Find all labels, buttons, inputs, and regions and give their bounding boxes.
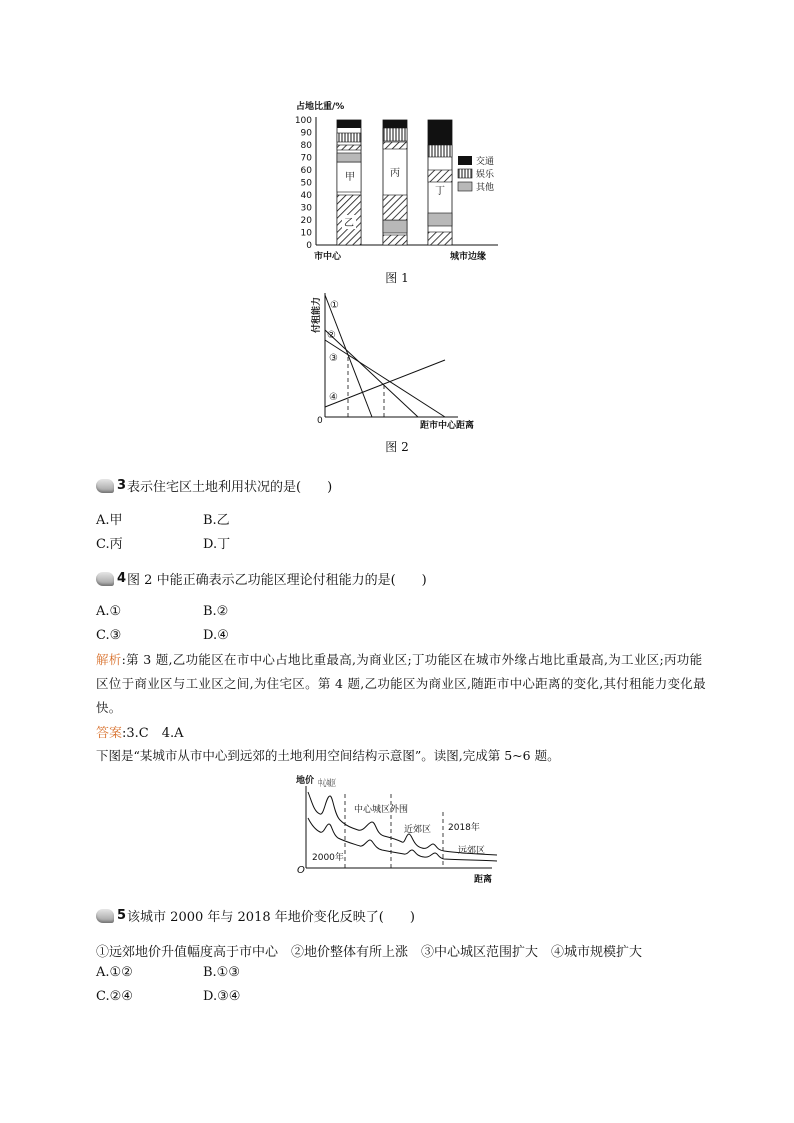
legend-entertainment: 娱乐 <box>476 170 495 180</box>
figure3-x-title: 距离 <box>474 875 493 884</box>
question-number: 3 <box>117 478 127 493</box>
y-tick: 20 <box>300 216 312 226</box>
label-outer-zone: 中心城区外围 <box>354 805 409 815</box>
figure2-y-title: 付租能力 <box>312 296 322 333</box>
intro-text: 下图是“某城市从市中心到远郊的土地利用空间结构示意图”。读图,完成第 5~6 题。 <box>96 748 560 763</box>
bar-label-bing: 丙 <box>390 168 400 179</box>
q4-option-a[interactable]: A.① <box>96 604 122 619</box>
line-4 <box>325 360 445 407</box>
q3-option-a[interactable]: A.甲 <box>96 513 123 528</box>
figure3-origin: O <box>297 865 305 876</box>
question-number: 5 <box>117 908 127 923</box>
label-year-2000: 2000年 <box>312 853 344 863</box>
question-bullet-icon <box>96 909 114 923</box>
legend-other: 其他 <box>476 183 495 193</box>
question-3 <box>96 476 332 495</box>
legend-swatch-traffic <box>458 156 472 165</box>
answer <box>96 722 184 741</box>
q3-option-d[interactable]: D.丁 <box>203 537 231 552</box>
y-tick: 60 <box>300 166 312 176</box>
q5-statements: ①远郊地价升值幅度高于市中心 ②地价整体有所上涨 ③中心城区范围扩大 ④城市规模扩大 <box>96 945 643 960</box>
explanation-label: 解析 <box>96 652 122 667</box>
figure2-origin: 0 <box>317 416 323 426</box>
label-center-zone: 中心城区 <box>318 779 355 789</box>
figure2-caption: 图 2 <box>385 440 409 454</box>
question-text: 表示住宅区土地利用状况的是( ) <box>127 480 333 495</box>
q5-option-b[interactable]: B.①③ <box>203 965 240 980</box>
figure3-chart <box>292 772 507 884</box>
label-far-zone: 远郊区 <box>458 846 486 856</box>
q4-option-b[interactable]: B.② <box>203 604 229 619</box>
line-label-2: ② <box>327 330 336 341</box>
line-label-3: ③ <box>329 353 338 364</box>
figure1-y-ticks <box>295 116 312 251</box>
line-2 <box>325 330 418 417</box>
question-text: 图 2 中能正确表示乙功能区理论付租能力的是( ) <box>127 573 427 588</box>
y-tick: 100 <box>294 116 312 126</box>
figure1-y-title: 占地比重/% <box>296 102 345 112</box>
figure3-y-title: 地价 <box>296 776 315 786</box>
bar-label-ding: 丁 <box>435 186 445 197</box>
answer-label: 答案 <box>96 726 123 741</box>
label-suburb-zone: 近郊区 <box>404 825 432 835</box>
figure1-x-right-label: 城市边缘 <box>450 252 487 262</box>
label-year-2018: 2018年 <box>448 823 480 833</box>
question-bullet-icon <box>96 479 114 493</box>
question-4 <box>96 569 427 588</box>
legend-swatch-entertainment <box>458 169 472 178</box>
question-number: 4 <box>117 571 127 586</box>
figure3-labels <box>312 777 485 863</box>
y-tick: 10 <box>300 228 312 239</box>
figure1-legend <box>458 155 495 193</box>
line-3 <box>325 340 445 417</box>
explanation <box>96 648 708 720</box>
question-text: 该城市 2000 年与 2018 年地价变化反映了( ) <box>127 910 415 925</box>
y-tick: 80 <box>300 141 312 151</box>
q5-option-a[interactable]: A.①② <box>96 965 133 980</box>
y-tick: 70 <box>300 153 312 164</box>
explanation-text: :第 3 题,乙功能区在市中心占地比重最高,为商业区;丁功能区在城市外缘占地比重最高,为工业区;丙功能区位于商业区与工业区之间,为住宅区。第 4 题,乙功能区为商业区,随距市中心距离的变化,其付租能力变化最快。 <box>96 652 706 715</box>
y-tick: 50 <box>300 178 312 189</box>
bar-2 <box>383 120 407 245</box>
line-label-4: ④ <box>329 392 338 403</box>
legend-swatch-other <box>458 182 472 191</box>
legend-traffic: 交通 <box>476 157 495 167</box>
figure2-x-title: 距市中心距离 <box>420 421 475 431</box>
y-tick: 30 <box>300 203 312 214</box>
figure1-chart <box>290 95 510 270</box>
bar-label-yi: 乙 <box>344 218 354 229</box>
q3-option-c[interactable]: C.丙 <box>96 537 123 552</box>
q4-option-d[interactable]: D.④ <box>203 628 229 643</box>
y-tick: 40 <box>300 191 312 201</box>
y-tick: 90 <box>300 128 312 139</box>
answer-text: :3.C 4.A <box>122 726 184 741</box>
figure1-x-left-label: 市中心 <box>314 252 342 262</box>
line-label-1: ① <box>330 300 339 311</box>
q4-option-c[interactable]: C.③ <box>96 628 122 643</box>
figure1-caption: 图 1 <box>385 271 409 285</box>
question-bullet-icon <box>96 572 114 586</box>
bar-3 <box>428 120 452 245</box>
q3-option-b[interactable]: B.乙 <box>203 513 230 528</box>
q5-option-d[interactable]: D.③④ <box>203 989 241 1004</box>
question-5 <box>96 906 415 925</box>
q5-option-c[interactable]: C.②④ <box>96 989 133 1004</box>
figure2-chart <box>300 285 500 435</box>
y-tick: 0 <box>306 241 312 251</box>
bar-label-jia: 甲 <box>345 172 355 183</box>
